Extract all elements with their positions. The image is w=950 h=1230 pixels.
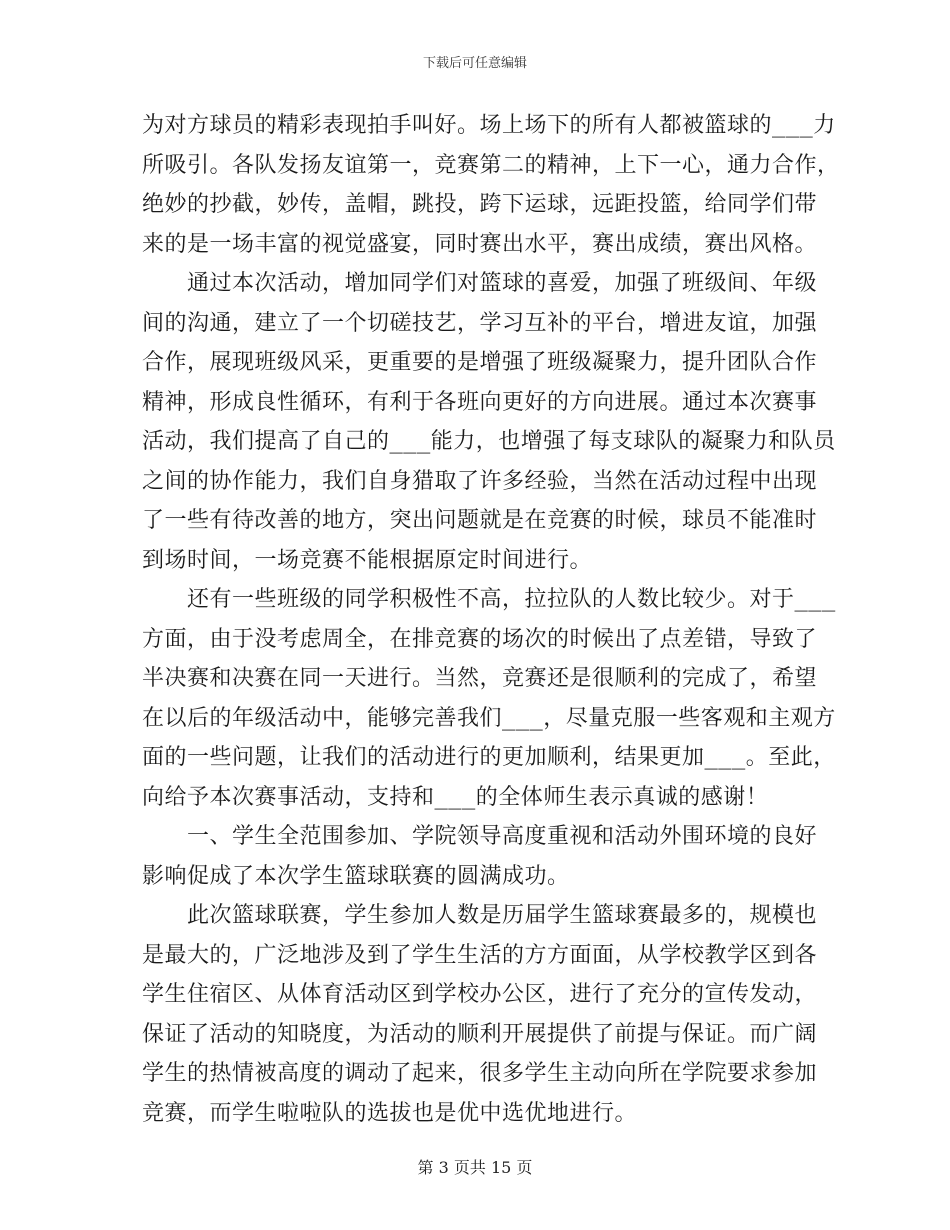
text-line: 到场时间，一场竞赛不能根据原定时间进行。 <box>142 547 593 573</box>
text-line: 保证了活动的知晓度，为活动的顺利开展提供了前提与保证。而广阔 <box>142 1021 818 1047</box>
text-line: 了一些有待改善的地方，突出问题就是在竞赛的时候，球员不能准时 <box>142 508 818 533</box>
text-line: 此次篮球联赛，学生参加人数是历届学生篮球赛最多的，规模也 <box>142 903 818 928</box>
text-line: 精神，形成良性循环，有利于各班向更好的方向进展。通过本次赛事 <box>142 389 818 415</box>
text-line: 为对方球员的精彩表现拍手叫好。场上场下的所有人都被篮球的___力 <box>142 113 836 138</box>
text-line: 面的一些问题，让我们的活动进行的更加顺利，结果更加___。至此， <box>142 745 836 770</box>
text-line: 是最大的，广泛地涉及到了学生生活的方方面面，从学校教学区到各 <box>142 942 818 968</box>
text-line: 学生的热情被高度的调动了起来，很多学生主动向所在学院要求参加 <box>142 1061 818 1086</box>
text-line: 间的沟通，建立了一个切磋技艺，学习互补的平台，增进友谊，加强 <box>142 310 818 336</box>
text-line: 所吸引。各队发扬友谊第一，竞赛第二的精神，上下一心，通力合作， <box>142 152 840 178</box>
text-line: 在以后的年级活动中，能够完善我们___，尽量克服一些客观和主观方 <box>142 705 836 731</box>
text-line: 来的是一场丰富的视觉盛宴，同时赛出水平，赛出成绩，赛出风格。 <box>142 231 818 257</box>
text-line: 一、学生全范围参加、学院领导高度重视和活动外围环境的良好 <box>142 824 818 849</box>
text-line: 影响促成了本次学生篮球联赛的圆满成功。 <box>142 863 570 889</box>
text-line: 还有一些班级的同学积极性不高，拉拉队的人数比较少。对于___ <box>142 587 836 612</box>
text-line: 竞赛，而学生啦啦队的选拔也是优中选优地进行。 <box>142 1100 638 1126</box>
text-line: 学生住宿区、从体育活动区到学校办公区，进行了充分的宣传发动， <box>142 982 818 1007</box>
text-line: 绝妙的抄截，妙传，盖帽，跳投，跨下运球，远距投篮，给同学们带 <box>142 192 818 217</box>
text-line: 之间的协作能力，我们自身猎取了许多经验，当然在活动过程中出现 <box>142 468 818 494</box>
text-line: 通过本次活动，增加同学们对篮球的喜爱，加强了班级间、年级 <box>142 271 818 296</box>
text-line: 向给予本次赛事活动，支持和___的全体师生表示真诚的感谢！ <box>142 784 769 810</box>
text-line: 合作，展现班级风采，更重要的是增强了班级凝聚力，提升团队合作 <box>142 350 818 375</box>
text-line: 方面，由于没考虑周全，在排竞赛的场次的时候出了点差错，导致了 <box>142 626 818 652</box>
text-line: 半决赛和决赛在同一天进行。当然，竞赛还是很顺利的完成了，希望 <box>142 666 818 691</box>
document-body <box>142 106 840 1133</box>
page-footer: 第 3 页共 15 页 <box>417 1158 533 1177</box>
page-header: 下载后可任意编辑 <box>422 56 527 71</box>
text-line: 活动，我们提高了自己的___能力，也增强了每支球队的凝聚力和队员 <box>142 429 836 454</box>
